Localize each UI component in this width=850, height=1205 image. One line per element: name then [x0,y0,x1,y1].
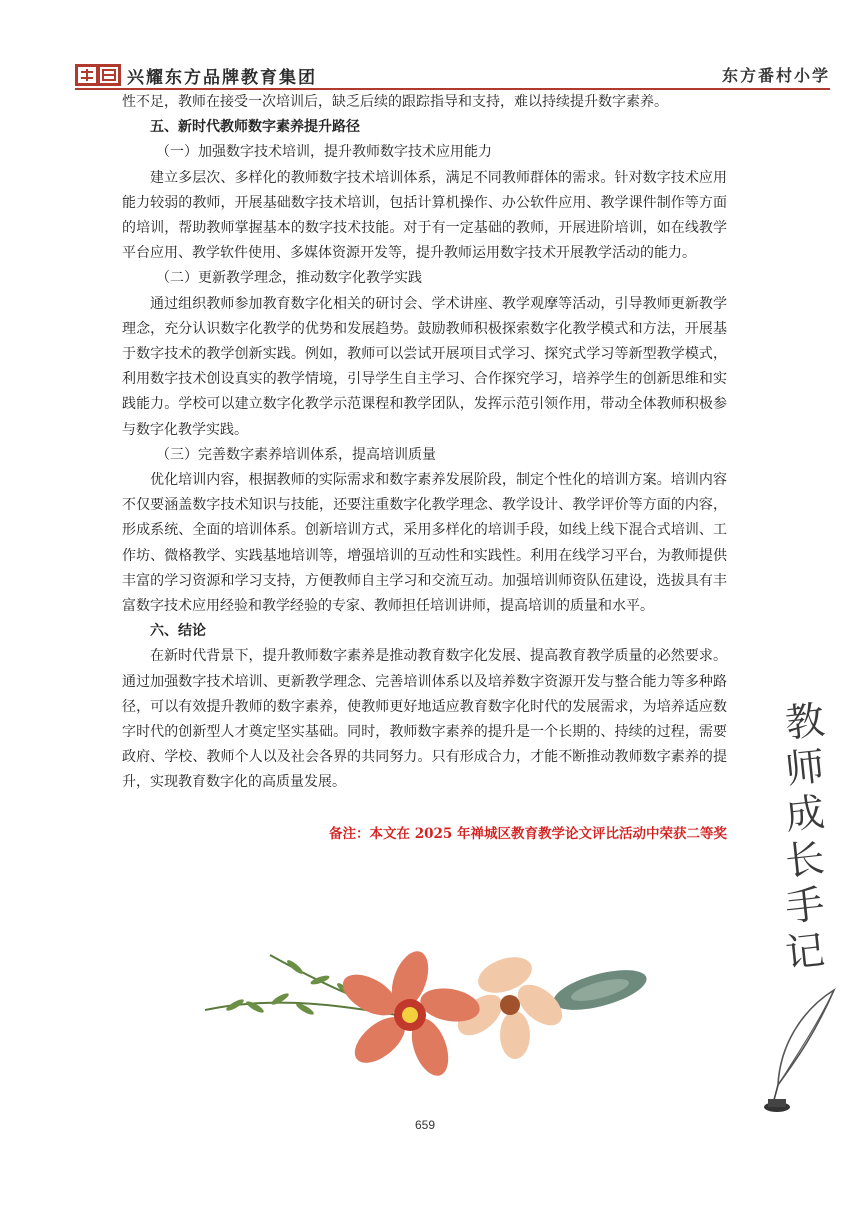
side-title-char: 教 [783,698,827,747]
page-number: 659 [414,1118,436,1132]
section-heading: 五、新时代教师数字素养提升路径 [150,119,360,136]
subsection-heading: （三）完善数字素养培训体系，提高培训质量 [156,446,436,463]
page-header [75,60,830,90]
side-title [780,700,830,976]
body-paragraph: 在新时代背景下，提升教师数字素养是推动教育数字化发展、提高教育教学质量的必然要求。通过加强数字技术培训、更新教学理念、完善培训体系以及培养数字资源开发与整合能力等多种路径，可以有效提升教师的数字素养，使教师更好地适应教育数字化时代的发展需求，为培养适应数字时代的创新型人才奠定坚实基础。同时，教师数字素养的提升是一个长期的、持续的过程，需要政府、学校、教师个人以及社会各界的共同努力。只有形成合力，才能不断推动教师数字素养的提升，实现教育数字化的高质量发展。 [122,648,727,791]
subsection-heading: （一）加强数字技术培训，提升教师数字技术应用能力 [156,144,492,161]
subsection-heading: （二）更新教学理念，推动数字化教学实践 [156,270,422,287]
side-title-char: 成 [783,790,827,839]
logo-icon [75,64,121,86]
article-body [122,90,727,847]
org-name: 兴耀东方品牌教育集团 [127,68,317,88]
side-title-char: 记 [783,928,827,977]
side-title-char: 手 [783,882,827,931]
body-paragraph: 性不足，教师在接受一次培训后，缺乏后续的跟踪指导和支持，难以持续提升数字素养。 [122,94,668,110]
side-title-char: 长 [783,836,827,885]
school-name: 东方番村小学 [721,66,830,85]
body-paragraph: 优化培训内容，根据教师的实际需求和数字素养发展阶段，制定个性化的培训方案。培训内容不仅要涵盖数字技术知识与技能，还要注重数字化教学理念、教学设计、教学评价等方面的内容，形成系统、全面的培训体系。创新培训方式，采用多样化的培训手段，如线上线下混合式培训、工作坊、微格教学、实践基地培训等，增强培训的互动性和实践性。利用在线学习平台，为教师提供丰富的学习资源和学习支持，方便教师自主学习和交流互动。加强培训师资队伍建设，选拔具有丰富数字技术应用经验和教学经验的专家、教师担任培训讲师，提高培训的质量和水平。 [122,472,727,615]
quill-feather-icon [762,985,842,1120]
section-heading: 六、结论 [150,623,206,640]
body-paragraph: 通过组织教师参加教育数字化相关的研讨会、学术讲座、教学观摩等活动，引导教师更新教学理念，充分认识数字化教学的优势和发展趋势。鼓励教师积极探索数字化教学模式和方法，开展基于数字技术的教学创新实践。例如，教师可以尝试开展项目式学习、探究式学习等新型教学模式，利用数字技术创设真实的教学情境，引导学生自主学习、合作探究学习，培养学生的创新思维和实践能力。学校可以建立数字化教学示范课程和教学团队，发挥示范引领作用，带动全体教师积极参与数字化教学实践。 [122,295,727,438]
award-note: 备注：本文在 2025 年禅城区教育教学论文评比活动中荣获二等奖 [329,825,727,842]
flower-decoration [195,935,655,1090]
body-paragraph: 建立多层次、多样化的教师数字技术培训体系，满足不同教师群体的需求。针对数字技术应用能力较弱的教师，开展基础数字技术培训，包括计算机操作、办公软件应用、教学课件制作等方面的培训，帮助教师掌握基本的数字技术技能。对于有一定基础的教师，开展进阶培训，如在线教学平台应用、教学软件使用、多媒体资源开发等，提升教师运用数字技术开展教学活动的能力。 [122,169,727,262]
side-title-char: 师 [783,744,827,793]
